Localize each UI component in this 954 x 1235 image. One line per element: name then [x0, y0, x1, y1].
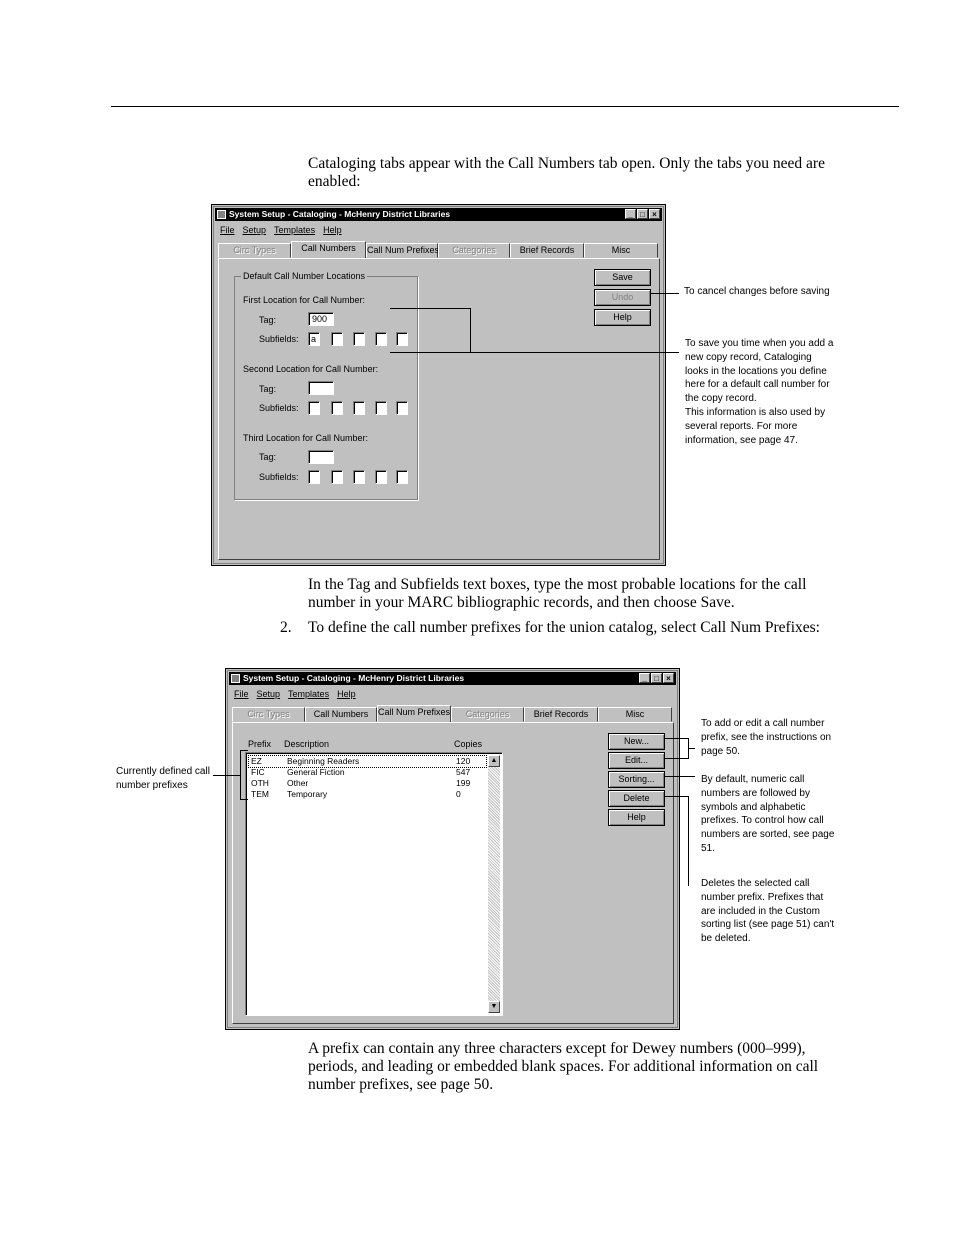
row-copies: 199	[456, 778, 471, 788]
first-location-label: First Location for Call Number:	[243, 295, 366, 305]
list-item[interactable]	[249, 789, 486, 800]
callout-line-subfields-vertical	[470, 308, 471, 353]
callout-line-subfields-top	[390, 308, 471, 309]
callout-line-subfields-bottom	[390, 352, 679, 353]
second-subfield-3[interactable]	[353, 401, 365, 415]
first-subfield-5[interactable]	[396, 332, 408, 346]
maximize-icon[interactable]: □	[637, 209, 648, 219]
tab-call-num-prefixes[interactable]: Call Num Prefixes	[377, 705, 451, 722]
menu-bar	[220, 225, 342, 235]
second-subfields-label: Subfields:	[259, 403, 299, 413]
close-icon[interactable]: ×	[663, 673, 674, 683]
tab-brief-records[interactable]: Brief Records	[524, 707, 598, 722]
callout-deletes: Deletes the selected call number prefix. Prefixes that are included in the Custom sorting list (see page 51) can't be deleted.	[701, 878, 835, 945]
row-description: Other	[287, 778, 309, 788]
first-subfields-label: Subfields:	[259, 334, 299, 344]
first-subfield-4[interactable]	[375, 332, 387, 346]
row-description: Temporary	[287, 789, 328, 799]
middle-paragraph: In the Tag and Subfields text boxes, type the most probable locations for the call number in your MARC bibliographic records, and then choose Save.	[308, 576, 807, 611]
menu-templates[interactable]: Templates	[274, 225, 316, 235]
column-prefix: Prefix	[248, 739, 272, 749]
third-subfields-label: Subfields:	[259, 472, 299, 482]
list-item[interactable]	[249, 767, 486, 778]
scroll-up-icon[interactable]: ▲	[488, 755, 500, 767]
minimize-icon[interactable]: _	[625, 209, 636, 219]
callout-line-delete-vertical	[688, 796, 689, 886]
delete-button[interactable]: Delete	[608, 790, 665, 807]
help-button[interactable]: Help	[608, 809, 665, 826]
prefix-list[interactable]	[245, 752, 503, 1016]
first-tag-input[interactable]: 900	[308, 312, 334, 326]
edit-button[interactable]: Edit...	[608, 752, 665, 769]
menu-setup[interactable]: Setup	[256, 689, 281, 699]
menu-setup[interactable]: Setup	[242, 225, 267, 235]
tab-call-numbers[interactable]: Call Numbers	[305, 707, 377, 722]
save-button[interactable]: Save	[594, 269, 651, 286]
tab-circ-types[interactable]: Circ Types	[232, 707, 305, 722]
tab-strip	[218, 241, 658, 258]
callout-line-sorting	[665, 776, 695, 777]
tab-brief-records[interactable]: Brief Records	[510, 243, 584, 258]
window-title-bar	[215, 208, 662, 221]
third-subfield-3[interactable]	[353, 470, 365, 484]
callout-prefixes: Currently defined call number prefixes	[116, 766, 210, 791]
row-prefix: EZ	[251, 756, 262, 766]
minimize-icon[interactable]: _	[639, 673, 650, 683]
callout-line-delete	[665, 796, 689, 797]
sorting-button[interactable]: Sorting...	[608, 771, 665, 788]
tab-call-numbers[interactable]: Call Numbers	[291, 241, 366, 258]
tab-misc[interactable]: Misc	[584, 243, 658, 258]
menu-file[interactable]: File	[234, 689, 249, 699]
app-icon	[217, 210, 226, 219]
first-subfield-3[interactable]	[353, 332, 365, 346]
second-subfield-2[interactable]	[331, 401, 343, 415]
second-location-label: Second Location for Call Number:	[243, 364, 379, 374]
window-title: System Setup - Cataloging - McHenry District Libraries	[243, 673, 465, 683]
third-subfield-4[interactable]	[375, 470, 387, 484]
tab-categories[interactable]: Categories	[438, 243, 510, 258]
list-item[interactable]	[249, 778, 486, 789]
scroll-down-icon[interactable]: ▼	[488, 1001, 500, 1013]
row-copies: 0	[456, 789, 461, 799]
tab-categories[interactable]: Categories	[451, 707, 524, 722]
row-prefix: OTH	[251, 778, 269, 788]
third-tag-label: Tag:	[259, 452, 277, 462]
third-subfield-5[interactable]	[396, 470, 408, 484]
header-rule	[111, 106, 899, 107]
callout-line-undo	[651, 293, 679, 294]
second-tag-input[interactable]	[308, 381, 334, 395]
third-subfield-2[interactable]	[331, 470, 343, 484]
column-copies: Copies	[454, 739, 483, 749]
second-subfield-5[interactable]	[396, 401, 408, 415]
callout-bracket-bottom	[240, 799, 248, 800]
menu-file[interactable]: File	[220, 225, 235, 235]
callout-cancel: To cancel changes before saving	[684, 286, 830, 297]
menu-bar	[234, 689, 356, 699]
row-description: Beginning Readers	[287, 756, 360, 766]
third-subfield-1[interactable]	[308, 470, 320, 484]
menu-templates[interactable]: Templates	[288, 689, 330, 699]
second-tag-label: Tag:	[259, 384, 277, 394]
cataloging-window-call-numbers	[211, 204, 666, 566]
tab-misc[interactable]: Misc	[598, 707, 672, 722]
callout-bracket-prefixes	[240, 750, 241, 800]
callout-bracket-top	[240, 750, 248, 751]
new-button[interactable]: New...	[608, 733, 665, 750]
help-button[interactable]: Help	[594, 309, 651, 326]
menu-help[interactable]: Help	[323, 225, 342, 235]
maximize-icon[interactable]: □	[651, 673, 662, 683]
prefixes-panel	[232, 722, 674, 1024]
step-two-text: To define the call number prefixes for the union catalog, select Call Num Prefixes:	[308, 619, 820, 636]
row-copies: 547	[456, 767, 471, 777]
list-item[interactable]	[249, 756, 486, 767]
app-icon	[231, 674, 240, 683]
callout-line-edit	[665, 758, 689, 759]
third-tag-input[interactable]	[308, 450, 334, 464]
row-description: General Fiction	[287, 767, 345, 777]
close-icon[interactable]: ×	[649, 209, 660, 219]
group-label: Default Call Number Locations	[243, 271, 366, 281]
step-number: 2.	[280, 619, 292, 636]
cataloging-window-prefixes	[225, 668, 680, 1030]
third-location-label: Third Location for Call Number:	[243, 433, 369, 443]
row-prefix: FIC	[251, 767, 265, 777]
tab-circ-types[interactable]: Circ Types	[218, 243, 291, 258]
callout-line-add-edit-tip	[688, 748, 695, 749]
window-title-bar	[229, 672, 676, 685]
second-subfield-4[interactable]	[375, 401, 387, 415]
undo-button[interactable]: Undo	[594, 289, 651, 306]
row-prefix: TEM	[251, 789, 269, 799]
call-numbers-panel	[218, 258, 660, 560]
intro-paragraph: Cataloging tabs appear with the Call Numbers tab open. Only the tabs you need are enabled:	[308, 155, 825, 190]
callout-save-time: To save you time when you add a new copy record, Cataloging looks in the locations you define here for a default call number for the copy record. This information is also used by several reports. For more information, see page 47.	[685, 338, 834, 446]
window-title: System Setup - Cataloging - McHenry District Libraries	[229, 209, 451, 219]
closing-paragraph: A prefix can contain any three characters except for Dewey numbers (000–999), periods, and leading or embedded blank spaces. For additional information on call number prefixes, see page 50.	[308, 1040, 819, 1093]
callout-line-new	[665, 738, 689, 739]
first-subfield-1[interactable]: a	[308, 332, 320, 346]
callout-sorting: By default, numeric call numbers are followed by symbols and alphabetic prefixes. To control how call numbers are sorted, see page 51.	[701, 774, 835, 854]
first-tag-label: Tag:	[259, 315, 277, 325]
column-description: Description	[284, 739, 330, 749]
row-copies: 120	[456, 756, 471, 766]
first-subfield-2[interactable]	[331, 332, 343, 346]
second-subfield-1[interactable]	[308, 401, 320, 415]
tab-strip	[232, 705, 672, 722]
callout-line-prefixes	[213, 775, 240, 776]
list-scrollbar[interactable]	[488, 755, 500, 1013]
tab-call-num-prefixes[interactable]: Call Num Prefixes	[366, 243, 438, 258]
callout-add-edit: To add or edit a call number prefix, see the instructions on page 50.	[701, 718, 832, 757]
menu-help[interactable]: Help	[337, 689, 356, 699]
